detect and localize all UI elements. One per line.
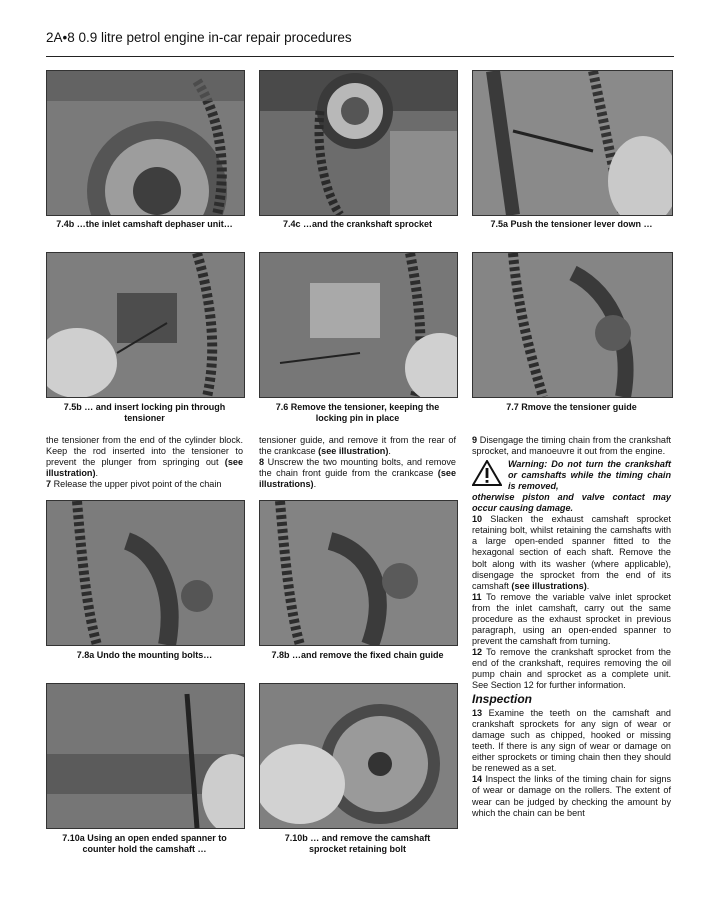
- photo-7-5b: [46, 252, 245, 398]
- photo-7-4b: [46, 70, 245, 216]
- caption-7-6-line1: 7.6 Remove the tensioner, keeping the: [275, 402, 440, 412]
- photo-7-7: [472, 252, 673, 398]
- photo-7-10b: [259, 683, 458, 829]
- caption-7-10b-line2: sprocket retaining bolt: [308, 844, 406, 854]
- page-header: 2A•8 0.9 litre petrol engine in-car repair procedures: [46, 30, 352, 45]
- caption-7-4b: 7.4b …the inlet camshaft dephaser unit…: [56, 219, 233, 229]
- para-10-end: .: [586, 580, 590, 591]
- para-12-num: 12: [472, 646, 483, 657]
- col1-text-1: the tensioner from the end of the cylinder block. Keep the rod inserted into the tensioner to prevent the plunger from springing out: [46, 435, 243, 468]
- caption-7-6-line2: locking pin in place: [315, 413, 400, 423]
- photo-7-8a: [46, 500, 245, 646]
- warning-text-1: Warning: Do not turn the crankshaft or camshafts while the timing chain is removed,: [508, 459, 671, 492]
- col1-para-7-num: 7: [46, 479, 52, 490]
- col2-para-8-num: 8: [259, 457, 265, 468]
- col2-text-1-end: .: [388, 446, 391, 457]
- caption-7-5b-line2: tensioner: [124, 413, 165, 423]
- caption-7-10b: [259, 833, 456, 855]
- text-column-3: [472, 435, 671, 819]
- warning-triangle-icon: [472, 460, 502, 486]
- caption-7-8b: 7.8b …and remove the fixed chain guide: [271, 650, 444, 660]
- text-column-1: [46, 435, 243, 490]
- para-14-num: 14: [472, 774, 483, 785]
- caption-7-7: 7.7 Rmove the tensioner guide: [506, 402, 637, 412]
- col2-ref-1: (see illustration): [318, 446, 389, 457]
- para-13-num: 13: [472, 708, 483, 719]
- warning-text-2: otherwise piston and valve contact may occur causing damage.: [472, 492, 671, 514]
- photo-7-10a: [46, 683, 245, 829]
- photo-7-5a: [472, 70, 673, 216]
- caption-7-10a-line2: counter hold the camshaft …: [82, 844, 207, 854]
- caption-7-5a: 7.5a Push the tensioner lever down …: [490, 219, 653, 229]
- col1-ref-1: (see illustration): [46, 457, 243, 479]
- para-14-text: Inspect the links of the timing chain for signs of wear or damage on the rollers. The extent of wear can be judged by checking the amount by which the chain can be bent: [472, 774, 671, 818]
- para-12-text: To remove the crankshaft sprocket from the end of the crankshaft, requires removing the oil pump chain and sprocket as a complete unit. See Section 12 for further information.: [472, 646, 671, 691]
- col2-text-2-end: .: [313, 479, 317, 490]
- para-10-num: 10: [472, 514, 483, 525]
- col2-text-2: Unscrew the two mounting bolts, and remove the chain front guide from the crankcase: [259, 457, 456, 479]
- col2-ref-2: (see illustrations): [259, 468, 456, 490]
- col1-text-1-end: .: [95, 468, 99, 479]
- caption-7-10a-line1: 7.10a Using an open ended spanner to: [62, 833, 227, 843]
- para-11-num: 11: [472, 591, 482, 602]
- para-9-num: 9: [472, 435, 478, 445]
- caption-7-10b-line1: 7.10b … and remove the camshaft: [284, 833, 431, 843]
- caption-7-8a: 7.8a Undo the mounting bolts…: [76, 650, 213, 660]
- text-column-2: [259, 435, 456, 490]
- caption-7-5b-line1: 7.5b … and insert locking pin through: [63, 402, 226, 412]
- para-10-text: Slacken the exhaust camshaft sprocket retaining bolt, whilst retaining the camshafts with a large open-ended spanner fitted to the hexagonal section of each shaft. Remove the bolt along with its washer (where applicable), disengage the sprocket from the end of its camshaft: [472, 514, 671, 591]
- col2-text-1: tensioner guide, and remove it from the rear of the crankcase: [259, 435, 456, 457]
- warning-box: [472, 459, 671, 514]
- para-13-text: Examine the teeth on the camshaft and crankshaft sprockets for any sign of wear or damage such as chipped, hooked or missing teeth. If there is any sign of wear or damage on either sprockets or timing chain then they should be renewed as a set.: [472, 708, 671, 774]
- caption-7-6: [259, 402, 456, 424]
- header-rule: [46, 56, 674, 57]
- caption-7-4c: 7.4c …and the crankshaft sprocket: [282, 219, 433, 229]
- col1-text-2: Release the upper pivot point of the chain: [51, 479, 222, 490]
- caption-7-5b: [46, 402, 243, 424]
- para-10-ref: (see illustrations): [511, 580, 587, 591]
- section-heading-inspection: Inspection: [472, 692, 533, 707]
- para-9-text: Disengage the timing chain from the crankshaft sprocket, and manoeuvre it out from the engine.: [472, 435, 671, 457]
- caption-7-10a: [46, 833, 243, 855]
- photo-7-4c: [259, 70, 458, 216]
- photo-7-6: [259, 252, 458, 398]
- photo-7-8b: [259, 500, 458, 646]
- para-11-text: To remove the variable valve inlet sprocket from the inlet camshaft, carry out the same procedure as the exhaust sprocket in previous paragraph, using an open-ended spanner to prevent the camshaft from turning.: [472, 591, 671, 646]
